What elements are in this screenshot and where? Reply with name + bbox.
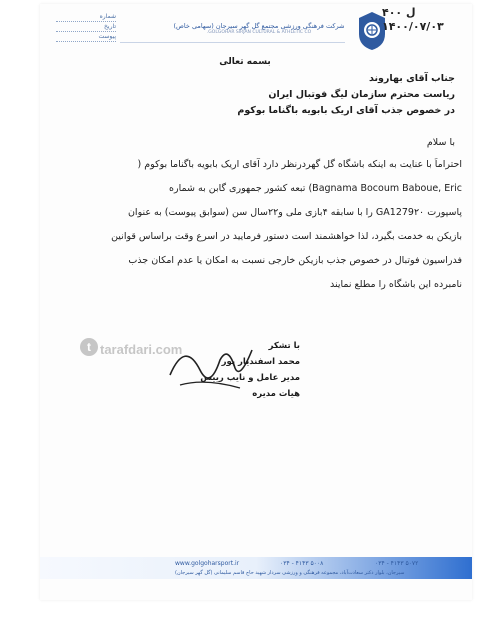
footer-address: سیرجان، بلوار دکتر سعادت‌آباد، مجموعه فرهنگی و ورزشی سردار شهید حاج قاسم سلیمانی (گل گهر سیرجان) [175,570,405,576]
closing-thanks: با تشکر [268,341,300,351]
handwritten-reference [382,6,444,34]
recipient-line: ریاست محترم سازمان لیگ فوتبال ایران [268,89,455,100]
company-name-en: GOLGOHAR SIRJAN CULTURAL & ATHLETIC CO. [206,30,312,35]
body-line: Bagnama Bocoum Baboue, Eric) تبعه کشور جمهوری گابن به شماره [169,183,462,194]
subject-line: در خصوص جذب آقای اریک بابویه باگناما بوکوم [237,105,455,116]
meta-attachment-label: پیوست [56,33,116,42]
body-line: احتراماً با عنایت به اینکه باشگاه گل گهرد‌رنظر دارد آقای اریک بابویه باگناما بوکوم ( [137,159,462,170]
letter-meta-fields [56,13,116,43]
signer-title: مدیر عامل و نایب رییس هیات مدیره [200,373,300,399]
footer-website: www.golgoharsport.ir [175,560,240,567]
meta-date-label: تاریخ [56,23,116,32]
body-line: نامبرده این باشگاه را مطلع نمایند [329,279,462,290]
meta-number-label: شماره [56,13,116,22]
body-line: بازیکن به خدمت بگیرد، لذا خواهشمند است دستور فرمایید در اسرع وقت براساس قوانین [111,231,462,242]
handwritten-date: ۱۴۰۰/۰۷/۰۳ [382,20,444,33]
watermark-logo-icon: t [80,338,98,356]
handwritten-number: ۴۰۰ ل [382,6,416,19]
company-header [170,22,348,35]
header-divider [120,42,345,43]
body-line: پاسپورت GA1279۲۰ را با سابقه ۴بازی ملی و۲۲سال سن (سوابق پیوست) به عنوان [127,207,462,218]
signer-name: محمد اسفندیار پور [221,357,300,367]
company-name: شرکت فرهنگی ورزشی مجتمع گل گهر سیرجان (سهامی خاص) [173,22,345,30]
bismillah-heading: بسمه تعالی [219,57,271,67]
body-line: فدراسیون فوتبال در خصوص جذب بازیکن خارجی نسبت به امکان یا عدم امکان جذب [128,255,462,266]
footer-phone: ۰۳۴ - ۴۱۴۳ ۵۰۰۸ [280,560,324,567]
watermark-text: tarafdari.com [100,342,183,357]
footer-phone: ۰۳۴ - ۴۱۴۳ ۵۰۷۲ [375,560,419,567]
recipient-block [180,71,455,119]
recipient-line: جناب آقای بهاروند [368,73,455,84]
site-watermark [80,338,240,360]
greeting: با سلام [426,137,455,148]
